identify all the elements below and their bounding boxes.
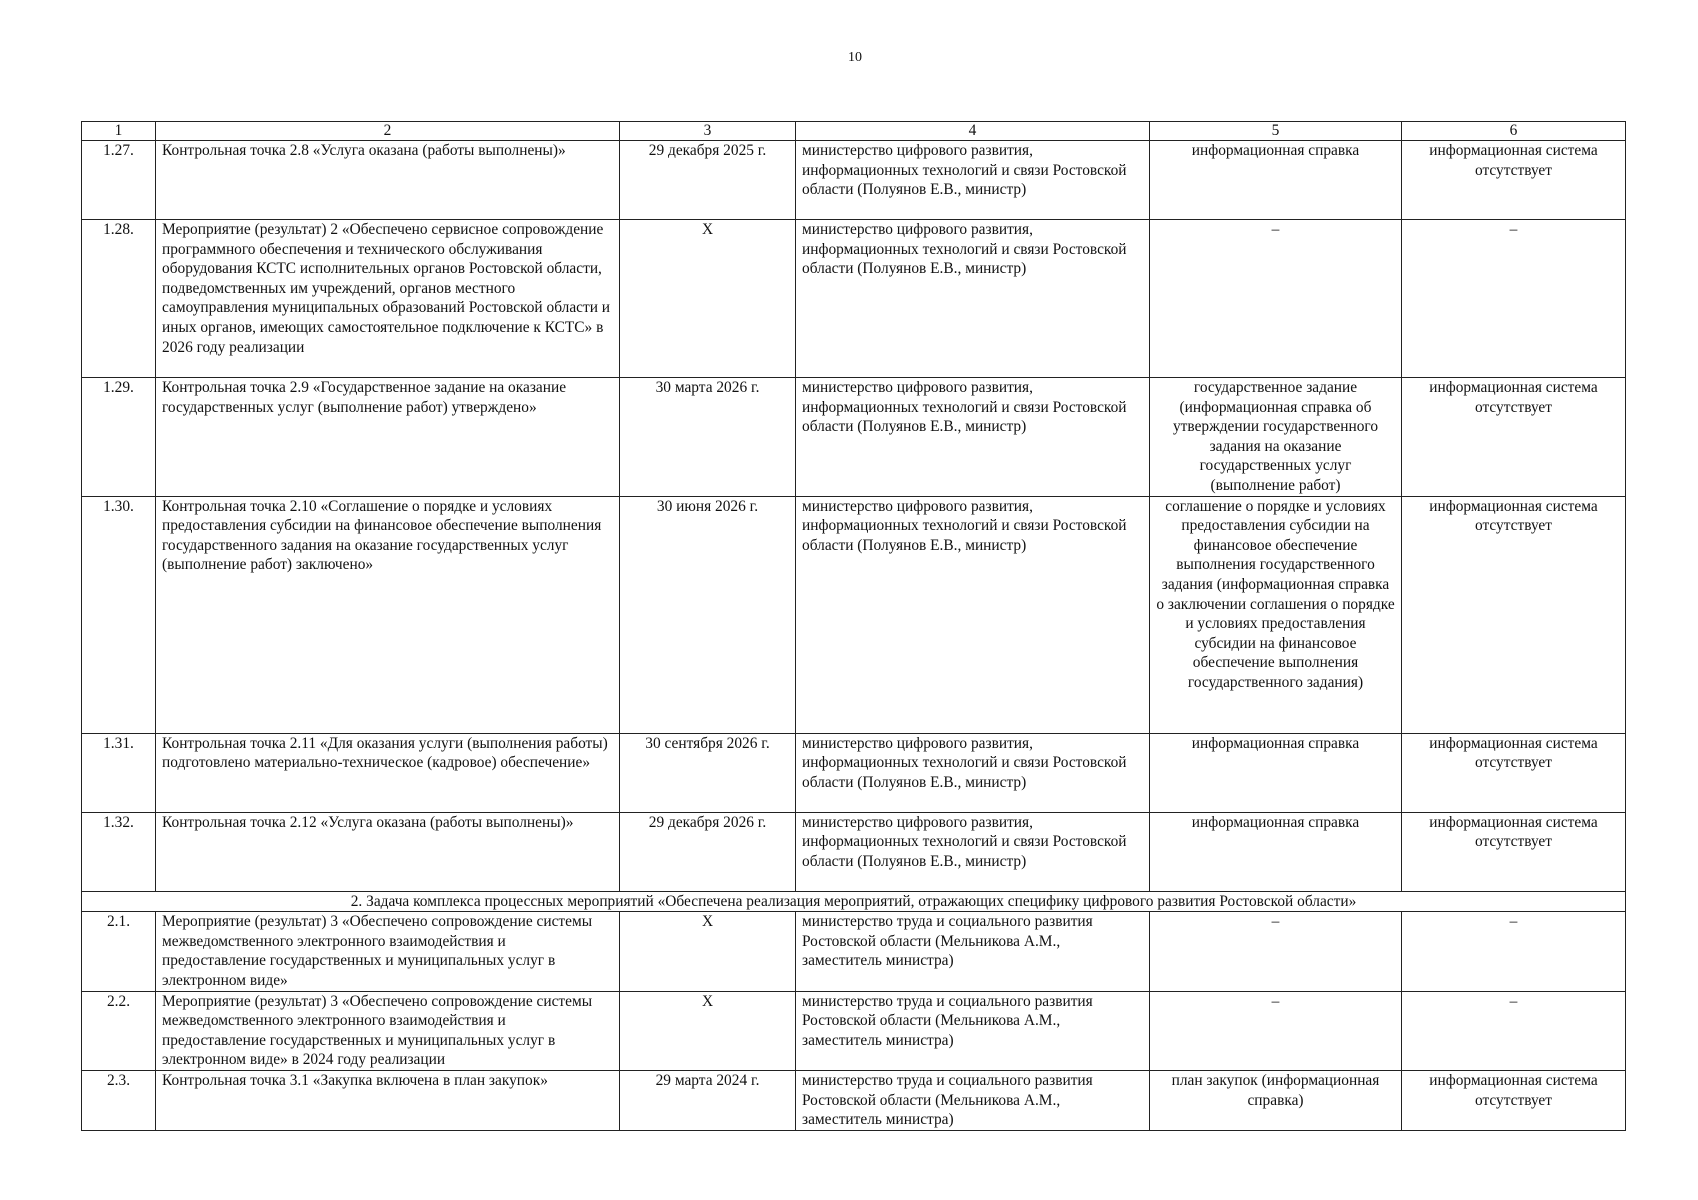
- row-document: план закупок (информационная справка): [1150, 1070, 1402, 1130]
- row-name: Контрольная точка 3.1 «Закупка включена в план закупок»: [156, 1070, 620, 1130]
- row-system: –: [1402, 220, 1626, 378]
- row-system: информационная система отсутствует: [1402, 812, 1626, 891]
- row-date: Х: [620, 991, 796, 1070]
- row-system: информационная система отсутствует: [1402, 1070, 1626, 1130]
- row-date: 30 сентября 2026 г.: [620, 733, 796, 812]
- column-number-1: 1: [82, 122, 156, 141]
- row-number: 1.27.: [82, 141, 156, 220]
- row-responsible: министерство цифрового развития, информационных технологий и связи Ростовской области (Полуянов Е.В., министр): [796, 496, 1150, 733]
- row-responsible: министерство цифрового развития, информационных технологий и связи Ростовской области (Полуянов Е.В., министр): [796, 378, 1150, 497]
- row-name: Мероприятие (результат) 3 «Обеспечено сопровождение системы межведомственного электронного взаимодействия и предоставление государственных и муниципальных услуг в электронном виде» в 2024 году реализации: [156, 991, 620, 1070]
- column-number-4: 4: [796, 122, 1150, 141]
- column-number-6: 6: [1402, 122, 1626, 141]
- row-number: 1.32.: [82, 812, 156, 891]
- row-name: Мероприятие (результат) 3 «Обеспечено сопровождение системы межведомственного электронного взаимодействия и предоставление государственных и муниципальных услуг в электронном виде»: [156, 912, 620, 991]
- table-row: [82, 220, 1626, 378]
- row-name: Контрольная точка 2.11 «Для оказания услуги (выполнения работы) подготовлено материально-техническое (кадровое) обеспечение»: [156, 733, 620, 812]
- row-document: –: [1150, 912, 1402, 991]
- row-document: государственное задание (информационная справка об утверждении государственного задания на оказание государственных услуг (выполнение работ): [1150, 378, 1402, 497]
- table-row: [82, 812, 1626, 891]
- row-number: 1.30.: [82, 496, 156, 733]
- row-system: информационная система отсутствует: [1402, 496, 1626, 733]
- table-row: [82, 496, 1626, 733]
- row-date: 30 марта 2026 г.: [620, 378, 796, 497]
- table-row: [82, 378, 1626, 497]
- row-document: соглашение о порядке и условиях предоставления субсидии на финансовое обеспечение выполнения государственного задания (информационная справка о заключении соглашения о порядке и условиях предоставления субсидии на финансовое обеспечение выполнения государственного задания): [1150, 496, 1402, 733]
- table-row: [82, 912, 1626, 991]
- row-name: Мероприятие (результат) 2 «Обеспечено сервисное сопровождение программного обеспечения и технического обслуживания оборудования КСТС исполнительных органов Ростовской области, подведомственных им учреждений, органов местного самоуправления муниципальных образований Ростовской области и иных органов, имеющих самостоятельное подключение к КСТС» в 2026 году реализации: [156, 220, 620, 378]
- row-number: 1.31.: [82, 733, 156, 812]
- row-number: 1.28.: [82, 220, 156, 378]
- row-responsible: министерство труда и социального развития Ростовской области (Мельникова А.М., заместитель министра): [796, 1070, 1150, 1130]
- table-row: [82, 141, 1626, 220]
- row-system: –: [1402, 991, 1626, 1070]
- section-title: 2. Задача комплекса процессных мероприятий «Обеспечена реализация мероприятий, отражающих специфику цифрового развития Ростовской области»: [82, 891, 1626, 912]
- row-number: 1.29.: [82, 378, 156, 497]
- row-date: 29 декабря 2025 г.: [620, 141, 796, 220]
- row-document: информационная справка: [1150, 812, 1402, 891]
- row-responsible: министерство цифрового развития, информационных технологий и связи Ростовской области (Полуянов Е.В., министр): [796, 812, 1150, 891]
- row-document: –: [1150, 220, 1402, 378]
- row-number: 2.2.: [82, 991, 156, 1070]
- row-number: 2.1.: [82, 912, 156, 991]
- row-system: –: [1402, 912, 1626, 991]
- column-number-2: 2: [156, 122, 620, 141]
- column-number-5: 5: [1150, 122, 1402, 141]
- row-date: 30 июня 2026 г.: [620, 496, 796, 733]
- row-document: информационная справка: [1150, 141, 1402, 220]
- table-row: [82, 733, 1626, 812]
- row-number: 2.3.: [82, 1070, 156, 1130]
- row-date: Х: [620, 220, 796, 378]
- plan-table: [81, 121, 1626, 1131]
- row-name: Контрольная точка 2.8 «Услуга оказана (работы выполнены)»: [156, 141, 620, 220]
- row-responsible: министерство цифрового развития, информационных технологий и связи Ростовской области (Полуянов Е.В., министр): [796, 220, 1150, 378]
- row-responsible: министерство труда и социального развития Ростовской области (Мельникова А.М., заместитель министра): [796, 991, 1150, 1070]
- table-row: [82, 991, 1626, 1070]
- row-name: Контрольная точка 2.12 «Услуга оказана (работы выполнены)»: [156, 812, 620, 891]
- row-date: Х: [620, 912, 796, 991]
- page-number: 10: [848, 50, 862, 65]
- row-name: Контрольная точка 2.9 «Государственное задание на оказание государственных услуг (выполнение работ) утверждено»: [156, 378, 620, 497]
- row-system: информационная система отсутствует: [1402, 733, 1626, 812]
- table-row: [82, 1070, 1626, 1130]
- row-document: информационная справка: [1150, 733, 1402, 812]
- row-responsible: министерство труда и социального развития Ростовской области (Мельникова А.М., заместитель министра): [796, 912, 1150, 991]
- row-system: информационная система отсутствует: [1402, 378, 1626, 497]
- row-date: 29 декабря 2026 г.: [620, 812, 796, 891]
- table-header-row: [82, 122, 1626, 141]
- section-row: [82, 891, 1626, 912]
- row-document: –: [1150, 991, 1402, 1070]
- column-number-3: 3: [620, 122, 796, 141]
- row-responsible: министерство цифрового развития, информационных технологий и связи Ростовской области (Полуянов Е.В., министр): [796, 141, 1150, 220]
- row-system: информационная система отсутствует: [1402, 141, 1626, 220]
- row-name: Контрольная точка 2.10 «Соглашение о порядке и условиях предоставления субсидии на финансовое обеспечение выполнения государственного задания на оказание государственных услуг (выполнение работ) заключено»: [156, 496, 620, 733]
- row-responsible: министерство цифрового развития, информационных технологий и связи Ростовской области (Полуянов Е.В., министр): [796, 733, 1150, 812]
- row-date: 29 марта 2024 г.: [620, 1070, 796, 1130]
